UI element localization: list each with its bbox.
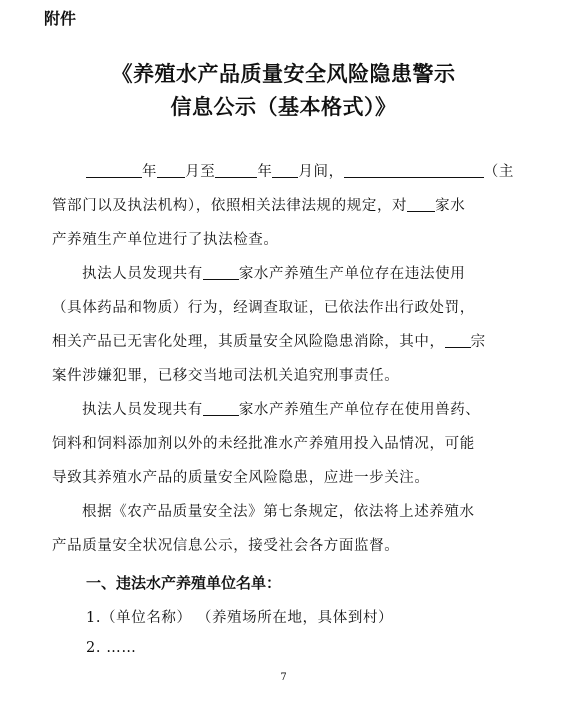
title-line-1: 《养殖水产品质量安全风险隐患警示 bbox=[111, 62, 456, 86]
paragraph3-line1 bbox=[52, 398, 522, 419]
text-month2: 月间， bbox=[298, 164, 344, 180]
paragraph2-line4: 案件涉嫌犯罪，已移交当地司法机关追究刑事责任。 bbox=[52, 368, 400, 384]
paragraph2-line3 bbox=[52, 330, 522, 351]
text-p2-line3: 相关产品已无害化处理，其质量安全风险隐患消除，其中， bbox=[52, 334, 445, 350]
blank-month-end bbox=[272, 163, 298, 178]
blank-month-start bbox=[157, 163, 185, 178]
section-heading: 一、违法水产养殖单位名单： bbox=[86, 574, 282, 592]
paragraph2-line2: （具体药品和物质）行为，经调查取证，已依法作出行政处罚， bbox=[52, 300, 475, 316]
paragraph4-line2: 产品质量安全状况信息公示，接受社会各方面监督。 bbox=[52, 538, 400, 554]
blank-year-start bbox=[86, 163, 142, 178]
text-open-paren: （主 bbox=[483, 164, 514, 180]
text-p1-line2: 管部门以及执法机构），依照相关法律法规的规定，对 bbox=[52, 198, 408, 214]
paragraph1-line1 bbox=[52, 160, 522, 181]
page-number: 7 bbox=[280, 672, 287, 683]
paragraph2-line1 bbox=[52, 262, 522, 283]
blank-unit-count bbox=[407, 197, 435, 212]
text-year1: 年 bbox=[142, 164, 158, 180]
blank-case-count bbox=[445, 333, 471, 348]
text-month1: 月至 bbox=[185, 164, 216, 180]
blank-violator-count bbox=[203, 265, 239, 280]
attachment-label: 附件 bbox=[44, 9, 77, 28]
text-p2-line3-end: 宗 bbox=[470, 334, 486, 350]
text-year2: 年 bbox=[257, 164, 273, 180]
text-p4-line1: 根据《农产品质量安全法》第七条规定，依法将上述养殖水 bbox=[82, 504, 475, 520]
paragraph3-line2: 饲料和饲料添加剂以外的未经批准水产养殖用投入品情况，可能 bbox=[52, 436, 475, 452]
paragraph3-line3: 导致其养殖水产品的质量安全风险隐患，应进一步关注。 bbox=[52, 470, 430, 486]
blank-year-end bbox=[215, 163, 257, 178]
paragraph4-line1 bbox=[52, 500, 522, 521]
text-p2-end: 家水产养殖生产单位存在违法使用 bbox=[238, 266, 466, 282]
title-line-2: 信息公示（基本格式）》 bbox=[170, 95, 397, 119]
list-item-1: 1.（单位名称） （养殖场所在地，具体到村） bbox=[86, 610, 394, 626]
paragraph1-line2 bbox=[52, 194, 522, 215]
paragraph1-line3: 产养殖生产单位进行了执法检查。 bbox=[52, 232, 279, 248]
list-item-2: 2. …… bbox=[86, 640, 137, 656]
blank-authority bbox=[344, 163, 484, 178]
blank-input-count bbox=[203, 401, 239, 416]
text-p3-start: 执法人员发现共有 bbox=[82, 402, 203, 418]
text-p3-end: 家水产养殖生产单位存在使用兽药、 bbox=[238, 402, 481, 418]
text-p1-line2-end: 家水 bbox=[435, 198, 466, 214]
text-p2-start: 执法人员发现共有 bbox=[82, 266, 203, 282]
